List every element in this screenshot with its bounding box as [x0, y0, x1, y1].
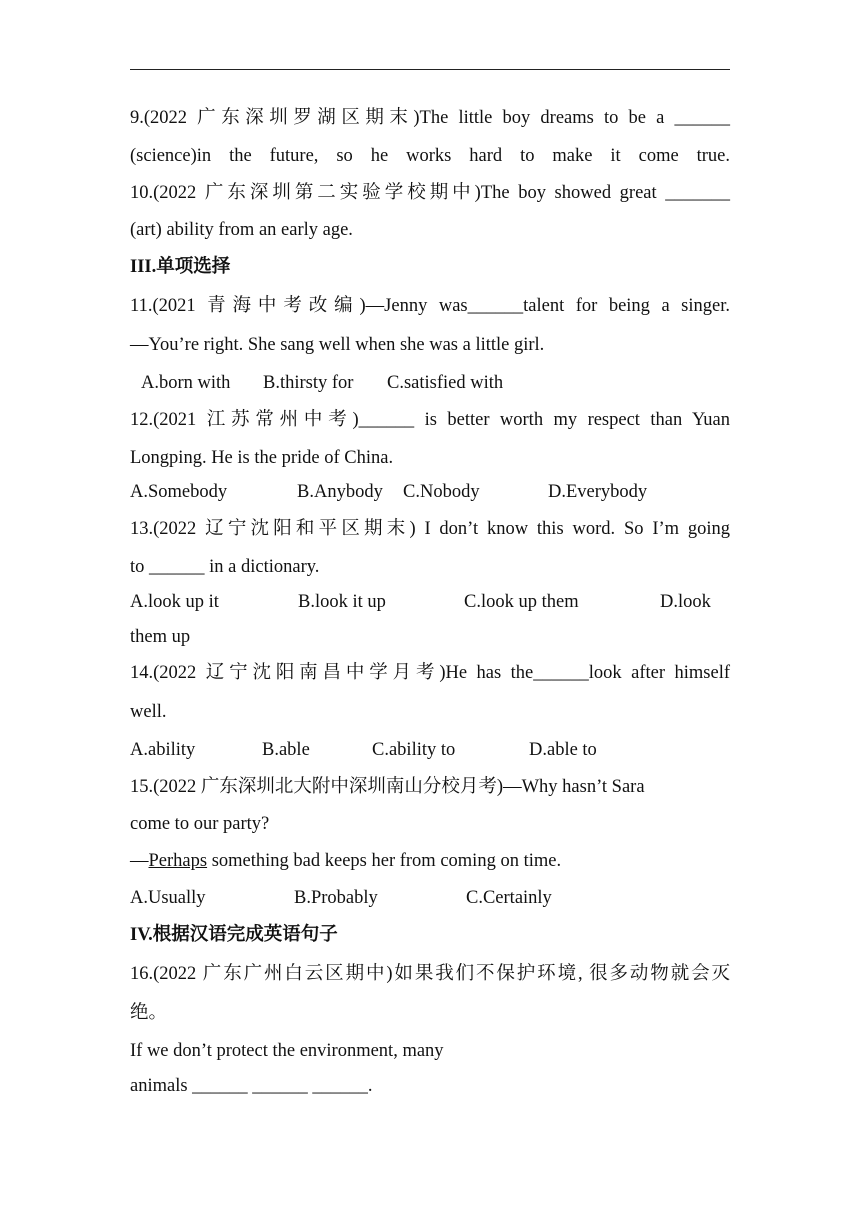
q11-line2: —You’re right. She sang well when she was a little girl. — [130, 335, 545, 355]
q15-line1: 15.(2022 广东深圳北大附中深圳南山分校月考)—Why hasn’t Sara — [130, 777, 645, 797]
option-c: C.Certainly — [466, 888, 552, 908]
q15-line2: come to our party? — [130, 814, 270, 834]
q16-line1: 16.(2022 广东广州白云区期中)如果我们不保护环境, 很多动物就会灭 — [130, 964, 730, 984]
option-a: A.Usually — [130, 888, 206, 908]
option-b: B.Probably — [294, 888, 378, 908]
q16-line3: If we don’t protect the environment, many — [130, 1041, 444, 1061]
q12-line1: 12.(2021 江苏常州中考)______ is better worth my respect than Yuan — [130, 410, 730, 430]
section-heading-4: IV.根据汉语完成英语句子 — [130, 925, 338, 945]
q13-line1: 13.(2022 辽宁沈阳和平区期末) I don’t know this word. So I’m going — [130, 519, 730, 539]
option-b: B.Anybody — [297, 482, 383, 502]
underlined-word: Perhaps — [148, 851, 208, 871]
option-a: A.ability — [130, 740, 196, 760]
dash: — — [130, 851, 149, 871]
q10-line2: (art) ability from an early age. — [130, 220, 353, 240]
option-d: D.look — [660, 592, 711, 612]
q11-line1: 11.(2021 青海中考改编)—Jenny was______talent for being a singer. — [130, 296, 730, 316]
option-b: B.able — [262, 740, 310, 760]
q16-line2: 绝。 — [130, 1003, 168, 1023]
q12-line2: Longping. He is the pride of China. — [130, 448, 394, 468]
section-heading-3: III.单项选择 — [130, 257, 231, 277]
option-c: C.ability to — [372, 740, 456, 760]
q15-line3 — [130, 849, 730, 873]
q9-line1: 9.(2022 广东深圳罗湖区期末)The little boy dreams to be a ______ — [130, 108, 730, 128]
option-a: A.born with — [141, 373, 231, 393]
option-b: B.look it up — [298, 592, 386, 612]
q13-options-cont: them up — [130, 627, 191, 647]
option-d: D.Everybody — [548, 482, 648, 502]
option-d: D.able to — [529, 740, 597, 760]
q14-line1: 14.(2022 辽宁沈阳南昌中学月考)He has the______look after himself — [130, 663, 730, 683]
q10-line1: 10.(2022 广东深圳第二实验学校期中)The boy showed great _______ — [130, 183, 730, 203]
option-c: C.Nobody — [403, 482, 480, 502]
header-rule — [130, 69, 730, 70]
q9-line2: (science)in the future, so he works hard to make it come true. — [130, 146, 730, 166]
q13-line2: to ______ in a dictionary. — [130, 557, 320, 577]
sentence-rest: something bad keeps her from coming on time. — [207, 851, 562, 871]
option-c: C.satisfied with — [387, 373, 504, 393]
option-a: A.look up it — [130, 592, 219, 612]
option-c: C.look up them — [464, 592, 579, 612]
option-a: A.Somebody — [130, 482, 228, 502]
q16-line4: animals ______ ______ ______. — [130, 1076, 373, 1096]
q14-line2: well. — [130, 702, 167, 722]
option-b: B.thirsty for — [263, 373, 354, 393]
